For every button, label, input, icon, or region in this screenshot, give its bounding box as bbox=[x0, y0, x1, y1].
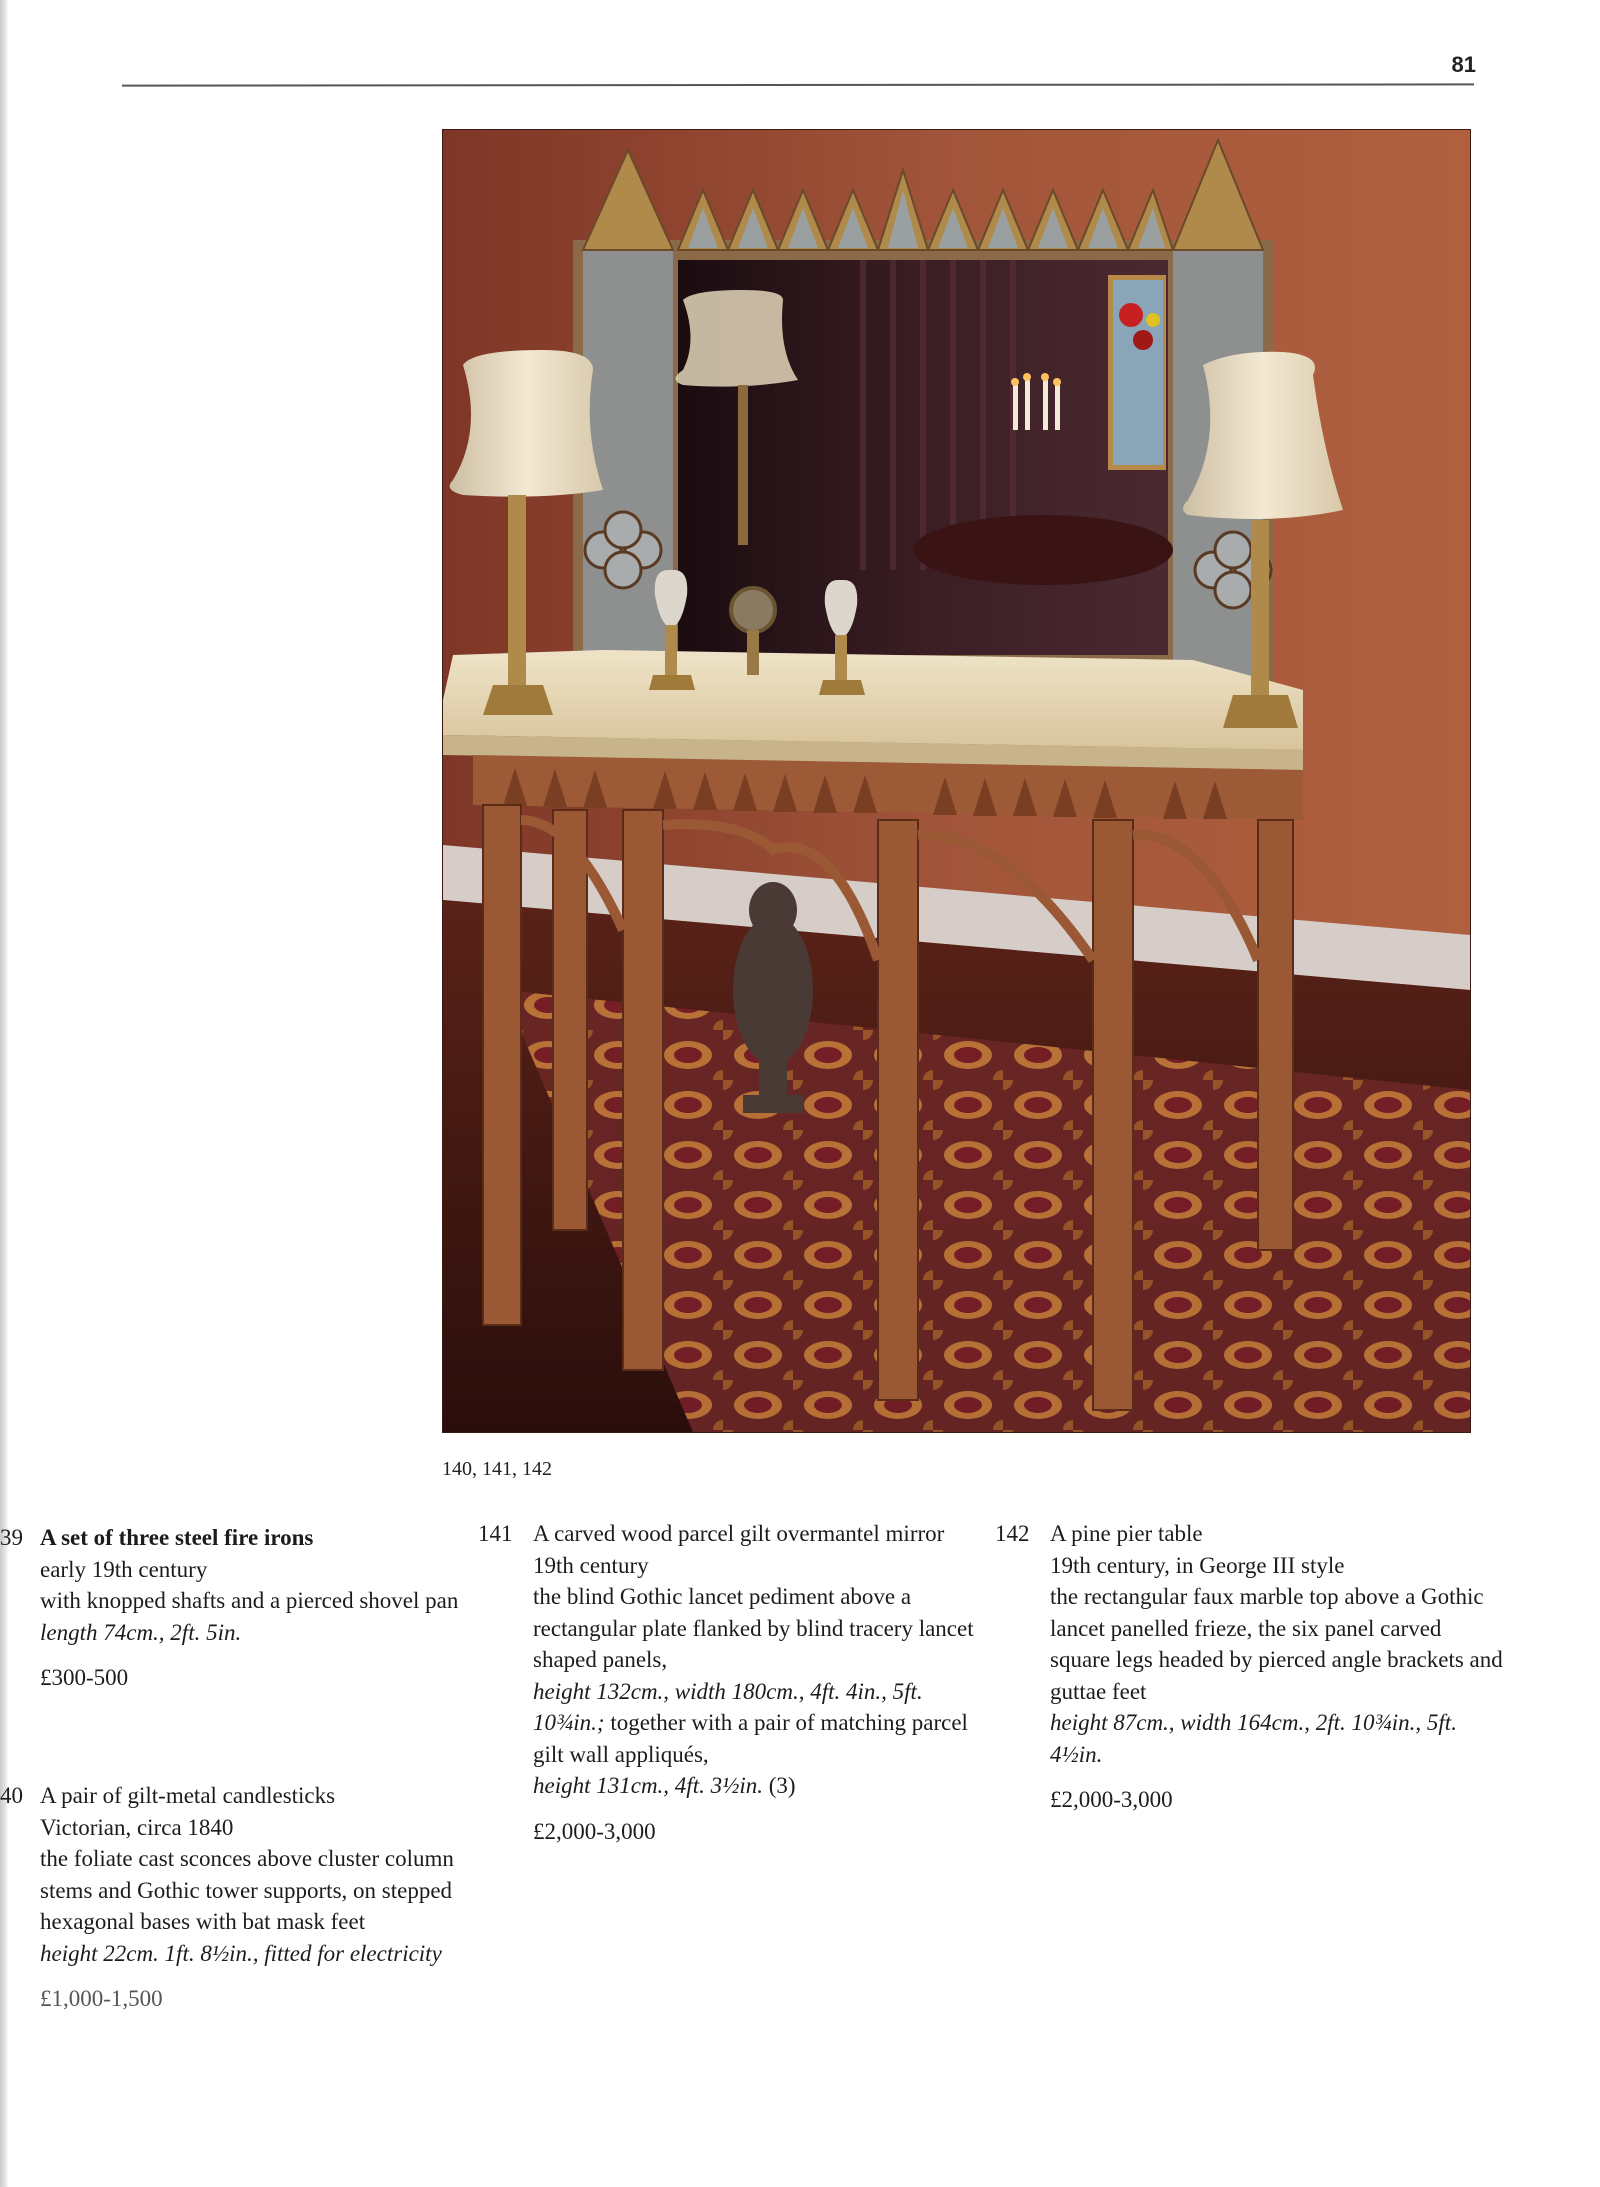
lot-date: early 19th century bbox=[40, 1556, 208, 1582]
lot-title: A set of three steel fire irons bbox=[40, 1525, 314, 1550]
lot-estimate: £2,000-3,000 bbox=[1050, 1787, 1173, 1812]
lot-dimensions-primary: height 132cm., width 180cm., 4ft. 4in., 5ft. 10¾in.; bbox=[533, 1678, 923, 1735]
page-number: 81 bbox=[1451, 52, 1476, 77]
lot-photograph bbox=[443, 130, 1470, 1432]
lot-description: the blind Gothic lancet pediment above a rectangular plate flanked by blind tracery lancet shaped panels, bbox=[533, 1584, 974, 1672]
photo-illustration bbox=[443, 130, 1470, 1432]
lot-entry-142 bbox=[995, 1518, 1505, 1816]
lot-entry-139 bbox=[0, 1522, 460, 1694]
lot-entry-141 bbox=[478, 1518, 978, 1847]
photo-caption: 140, 141, 142 bbox=[442, 1458, 552, 1480]
lot-number: 39 bbox=[0, 1525, 23, 1550]
lot-estimate: £2,000-3,000 bbox=[533, 1818, 656, 1844]
lot-title: A pine pier table bbox=[1050, 1521, 1203, 1546]
lot-dimensions-secondary bbox=[533, 1770, 978, 1802]
lot-dimensions: length 74cm., 2ft. 5in. bbox=[40, 1619, 242, 1645]
lot-date: Victorian, circa 1840 bbox=[40, 1814, 234, 1840]
header-rule bbox=[122, 83, 1474, 86]
lot-number: 142 bbox=[995, 1521, 1030, 1546]
lot-date: 19th century bbox=[533, 1552, 649, 1578]
lot-description: the foliate cast sconces above cluster column stems and Gothic tower supports, on stepped hexagonal bases with bat mask feet bbox=[40, 1846, 454, 1934]
lot-entry-140 bbox=[0, 1780, 460, 2015]
lot-dimensions-appliques: height 131cm., 4ft. 3½in. bbox=[533, 1773, 763, 1798]
lot-dimensions-note: together with a pair of matching parcel gilt wall appliqués, bbox=[533, 1710, 968, 1767]
lot-estimate: £300-500 bbox=[40, 1665, 129, 1690]
lot-number: 40 bbox=[0, 1783, 23, 1808]
lot-dimensions bbox=[533, 1676, 978, 1771]
lot-description: the rectangular faux marble top above a Gothic lancet panelled frieze, the six panel carved square legs headed by pierced angle brackets and guttae feet bbox=[1050, 1584, 1503, 1704]
lot-title: A pair of gilt-metal candlesticks bbox=[40, 1783, 336, 1808]
lot-description: with knopped shafts and a pierced shovel pan bbox=[40, 1588, 459, 1613]
lot-title: A carved wood parcel gilt overmantel mirror bbox=[533, 1521, 945, 1546]
lot-dimensions: height 87cm., width 164cm., 2ft. 10¾in., 5ft. 4½in. bbox=[1050, 1710, 1457, 1767]
lot-date: 19th century, in George III style bbox=[1050, 1552, 1345, 1578]
lot-number: 141 bbox=[478, 1521, 513, 1546]
lot-dimensions: height 22cm. 1ft. 8½in., fitted for electricity bbox=[40, 1940, 442, 1966]
lot-estimate: £1,000-1,500 bbox=[40, 1986, 163, 2011]
lot-quantity: (3) bbox=[762, 1773, 796, 1798]
